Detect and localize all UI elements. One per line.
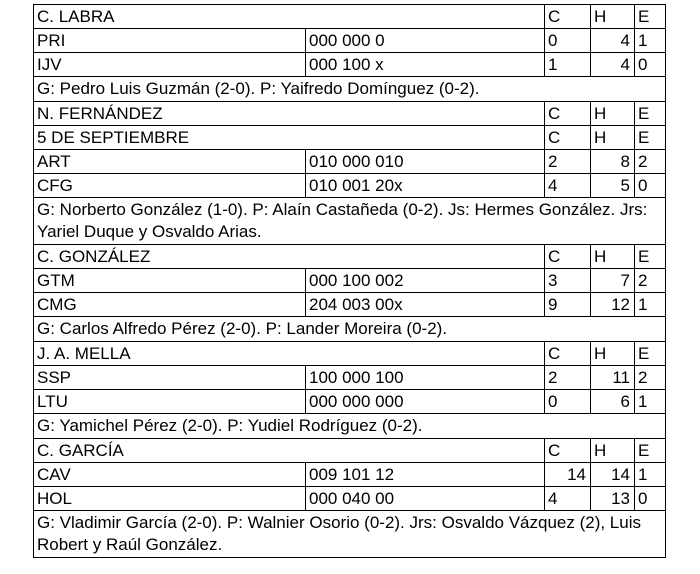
hits-value: 12 <box>591 293 635 317</box>
box-score-body <box>34 5 666 558</box>
errors-value: 0 <box>635 487 666 511</box>
pitchers-note: G: Norberto González (1-0). P: Alaín Castañeda (0-2). Js: Hermes González. Jrs: Yariel Duque y Osvaldo Arias. <box>34 198 666 245</box>
line-score: 000 000 0 <box>306 29 545 53</box>
line-score: 000 000 000 <box>306 390 545 414</box>
pitchers-note: G: Vladimir García (2-0). P: Walnier Osorio (0-2). Jrs: Osvaldo Vázquez (2), Luis Robert y Raúl González. <box>34 511 666 558</box>
hits-value: 13 <box>591 487 635 511</box>
pitchers-note: G: Pedro Luis Guzmán (2-0). P: Yaifredo Domínguez (0-2). <box>34 77 666 102</box>
header-h-label: H <box>591 439 635 463</box>
header-e-label: E <box>635 245 666 269</box>
header-c-label: C <box>545 245 591 269</box>
venue-name: N. FERNÁNDEZ <box>34 102 545 126</box>
pitchers-note-row <box>34 317 666 342</box>
line-score: 000 100 x <box>306 53 545 77</box>
venue-header-row <box>34 342 666 366</box>
team-name: CMG <box>34 293 306 317</box>
team-name: PRI <box>34 29 306 53</box>
errors-value: 1 <box>635 29 666 53</box>
header-e-label: E <box>635 439 666 463</box>
venue-name: J. A. MELLA <box>34 342 545 366</box>
hits-value: 8 <box>591 150 635 174</box>
team-row <box>34 366 666 390</box>
runs-value: 2 <box>545 150 591 174</box>
pitchers-note: G: Carlos Alfredo Pérez (2-0). P: Lander Moreira (0-2). <box>34 317 666 342</box>
header-e-label: E <box>635 102 666 126</box>
team-row <box>34 390 666 414</box>
line-score: 000 100 002 <box>306 269 545 293</box>
team-row <box>34 53 666 77</box>
header-e-label: E <box>635 126 666 150</box>
header-c-label: C <box>545 342 591 366</box>
line-score: 000 040 00 <box>306 487 545 511</box>
header-c-label: C <box>545 5 591 29</box>
runs-value: 2 <box>545 366 591 390</box>
team-row <box>34 174 666 198</box>
team-name: HOL <box>34 487 306 511</box>
line-score: 010 001 20x <box>306 174 545 198</box>
header-h-label: H <box>591 5 635 29</box>
hits-value: 14 <box>591 463 635 487</box>
venue-header-row <box>34 245 666 269</box>
team-name: IJV <box>34 53 306 77</box>
header-h-label: H <box>591 342 635 366</box>
errors-value: 1 <box>635 390 666 414</box>
venue-name: C. GONZÁLEZ <box>34 245 545 269</box>
line-score: 204 003 00x <box>306 293 545 317</box>
scoreboard-sheet <box>33 4 666 558</box>
line-score: 100 000 100 <box>306 366 545 390</box>
header-e-label: E <box>635 5 666 29</box>
team-name: ART <box>34 150 306 174</box>
header-h-label: H <box>591 102 635 126</box>
venue-name: 5 DE SEPTIEMBRE <box>34 126 545 150</box>
venue-header-row <box>34 102 666 126</box>
errors-value: 0 <box>635 174 666 198</box>
errors-value: 2 <box>635 366 666 390</box>
hits-value: 7 <box>591 269 635 293</box>
venue-header-row <box>34 439 666 463</box>
pitchers-note-row <box>34 414 666 439</box>
runs-value: 9 <box>545 293 591 317</box>
pitchers-note-row <box>34 77 666 102</box>
line-score: 009 101 12 <box>306 463 545 487</box>
runs-value: 1 <box>545 53 591 77</box>
box-score-table <box>33 4 666 558</box>
runs-value: 4 <box>545 174 591 198</box>
hits-value: 6 <box>591 390 635 414</box>
runs-value: 0 <box>545 29 591 53</box>
team-name: SSP <box>34 366 306 390</box>
header-c-label: C <box>545 126 591 150</box>
runs-value: 4 <box>545 487 591 511</box>
runs-value: 0 <box>545 390 591 414</box>
header-h-label: H <box>591 126 635 150</box>
team-row <box>34 463 666 487</box>
venue-name: C. GARCÍA <box>34 439 545 463</box>
line-score: 010 000 010 <box>306 150 545 174</box>
venue-header-row <box>34 5 666 29</box>
header-h-label: H <box>591 245 635 269</box>
team-name: CAV <box>34 463 306 487</box>
header-c-label: C <box>545 102 591 126</box>
team-name: GTM <box>34 269 306 293</box>
runs-value: 14 <box>545 463 591 487</box>
hits-value: 11 <box>591 366 635 390</box>
errors-value: 2 <box>635 269 666 293</box>
team-name: CFG <box>34 174 306 198</box>
venue-name: C. LABRA <box>34 5 545 29</box>
errors-value: 2 <box>635 150 666 174</box>
hits-value: 5 <box>591 174 635 198</box>
team-row <box>34 487 666 511</box>
pitchers-note: G: Yamichel Pérez (2-0). P: Yudiel Rodríguez (0-2). <box>34 414 666 439</box>
team-name: LTU <box>34 390 306 414</box>
team-row <box>34 293 666 317</box>
team-row <box>34 269 666 293</box>
pitchers-note-row <box>34 198 666 245</box>
team-row <box>34 150 666 174</box>
venue-header-row <box>34 126 666 150</box>
runs-value: 3 <box>545 269 591 293</box>
errors-value: 1 <box>635 463 666 487</box>
pitchers-note-row <box>34 511 666 558</box>
team-row <box>34 29 666 53</box>
hits-value: 4 <box>591 29 635 53</box>
errors-value: 0 <box>635 53 666 77</box>
header-c-label: C <box>545 439 591 463</box>
hits-value: 4 <box>591 53 635 77</box>
header-e-label: E <box>635 342 666 366</box>
errors-value: 1 <box>635 293 666 317</box>
